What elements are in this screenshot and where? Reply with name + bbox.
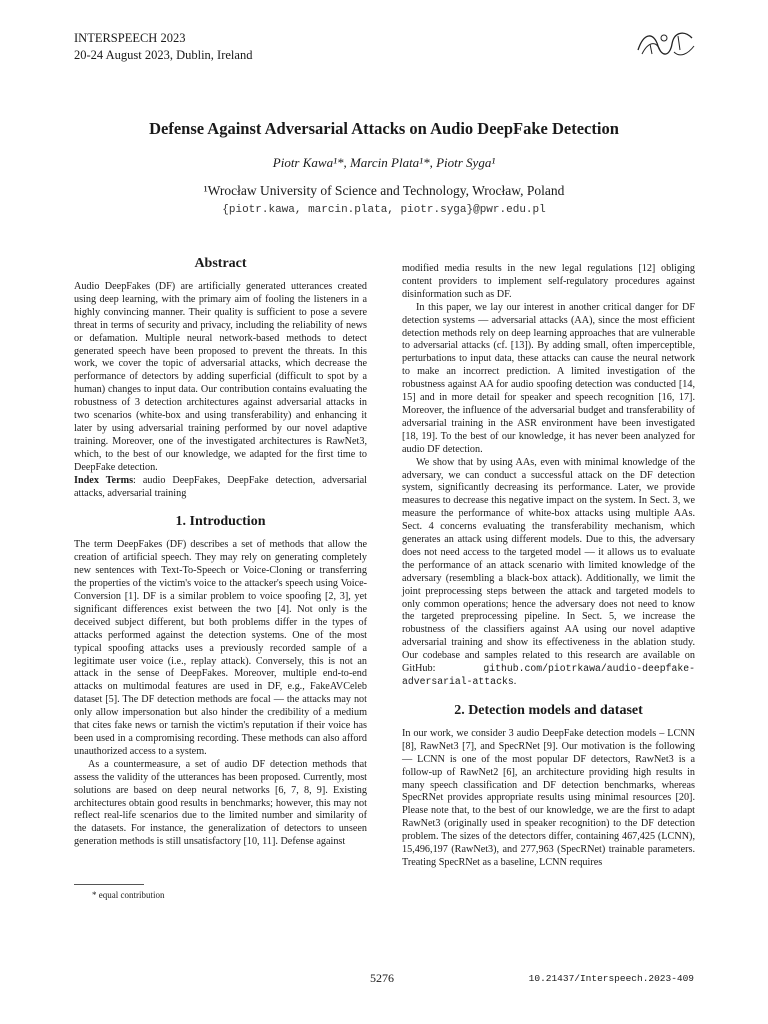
intro-paragraph-4: In this paper, we lay our interest in another critical danger for DF detection systems — adversarial attacks (AA), since the most efficient detection methods rely on deep learning approaches that are vulnerable to adversarial attacks (cf. [13]). By adding small, often imperceptible, perturbations to input data, these attacks can cause the neural network to make an incorrect prediction. A limited investigation of the robustness against AA for audio spoofing detection was conducted [14, 15] and in more detail for speaker and speech recognition [16, 17]. Moreover, the influence of the adversarial budget and transferability of adversarial training in the ASR environment have been investigated [18, 19]. To the best of our knowledge, it has never been analyzed for audio DF detection. xyxy=(402,301,695,455)
introduction-heading: 1. Introduction xyxy=(175,514,266,530)
right-column xyxy=(402,263,695,870)
index-terms-text: : audio DeepFakes, DeepFake detection, adversarial attacks, adversarial training xyxy=(74,474,367,499)
github-period: . xyxy=(513,676,517,687)
page-number: 5276 xyxy=(370,971,394,985)
conference-header xyxy=(74,30,252,64)
footnote-rule xyxy=(74,884,144,885)
conference-name: INTERSPEECH 2023 xyxy=(74,31,186,45)
intro-paragraph-5 xyxy=(402,457,695,689)
author-emails: {piotr.kawa, marcin.plata, piotr.syga}@pwr.edu.pl xyxy=(222,204,546,216)
section-2-paragraph-1: In our work, we consider 3 audio DeepFake detection models – LCNN [8], RawNet3 [7], and SpecRNet [9]. Our motivation is the following — LCNN is one of the most popular DF detectors, RawNet3 is a follow-up of RawNet2 [6], an architecture providing high results in many speech classification and DF detection benchmarks, whereas SpecRNet provides appropriate results using minimal resources [20]. Please note that, to the best of our knowledge, we are the first to adapt RawNet3 (originally used in speaker recognition) to the DF detection problem. The sizes of the detectors differ, containing 467,425 (LCNN), 15,496,197 (RawNet3), and 277,963 (SpecRNet) trainable parameters. Treating SpecRNet as a baseline, LCNN requires xyxy=(402,727,695,868)
section-2-heading: 2. Detection models and dataset xyxy=(454,702,643,718)
conference-dates: 20-24 August 2023, Dublin, Ireland xyxy=(74,48,253,62)
doi[interactable]: 10.21437/Interspeech.2023-409 xyxy=(528,973,694,984)
intro-paragraph-1: The term DeepFakes (DF) describes a set of methods that allow the creation of artificial speech. They may rely on generating completely new sentences with Text-To-Speech or Voice-Cloning or transferring the properties of the victim's voice to the attacker's speech using Voice-Conversion [1]. DF is a similar problem to voice spoofing [2, 3], yet significant differences exist between the two [4]. Not only is the deceived subject different, but both problems differ in the types of attacks performed against the detection systems. One of the most typical spoofing attacks uses a previously recorded sample of a legitimate user voice (i.e., replay attack). Conversely, this is not an attack in the sense of DeepFakes. Moreover, multiple end-to-end attacks on multimodal features are used in DF, e.g., FakeAVCeleb dataset [5]. The DF detection methods are focal — the attacks may not only allow impersonation but also hinder the credibility of a medium that cites fake news or tarnish the victim's reputation if their voice has been used in a compromising recording. These methods can also afford unauthorized access to a system. xyxy=(74,539,367,757)
intro-paragraph-5-text: We show that by using AAs, even with minimal knowledge of the adversary, we can conduct a successful attack on the DF detection system, significantly decreasing its performance. Later, we provide measures to decrease this negative impact on the system. In Sect. 3, we measure the performance of white-box attacks using multiple AAs. Sect. 4 concerns evaluating the transferability mechanism, which generates an attack using different models. Due to this, the adversary does not need access to the targeted model — it allows us to evaluate the performance of an attack scenario with limited knowledge of the adversary (resembling a black-box attack). Additionally, we limit the joint preprocessing steps between the attack and targeted models to only common operations; hence the adversary does not need to know the targeted preprocessing pipeline. In Sect. 5, we increase the robustness of the classifiers against AA using our novel adaptive adversarial training and show its effectiveness in the ablation study. Our codebase and samples related to this research are available on GitHub: xyxy=(402,456,695,675)
intro-paragraph-3: modified media results in the new legal regulations [12] obliging content providers to implement self-regulatory procedures against disinformation such as DF. xyxy=(402,263,695,300)
index-terms-label: Index Terms xyxy=(74,474,134,486)
left-column xyxy=(74,256,367,849)
isca-logo xyxy=(634,24,698,64)
affiliation: ¹Wrocław University of Science and Technology, Wrocław, Poland xyxy=(203,183,565,198)
author-list: Piotr Kawa¹*, Marcin Plata¹*, Piotr Syga¹ xyxy=(272,155,496,170)
index-terms xyxy=(74,475,367,501)
intro-paragraph-2: As a countermeasure, a set of audio DF detection methods that assess the validity of the utterances has been proposed. Currently, most solutions are based on deep neural networks [6, 7, 8, 9]. Existing architectures obtain good results in benchmarks; however, this may not reflect real-life scenarios due to the limited number and similarity of the datasets. For instance, the generalization of detectors to unseen generation methods is still unsatisfactory [10, 11]. Defense against xyxy=(74,758,367,848)
github-link[interactable]: github.com/piotrkawa/audio-deepfake-adversarial-attacks xyxy=(402,663,695,687)
abstract-text: Audio DeepFakes (DF) are artificially generated utterances created using deep learning, with the primary aim of fooling the listeners in a highly convincing manner. Their quality is sufficient to pose a severe threat in terms of security and privacy, including the reliability of news or defamation. Multiple neural network-based methods to detect generated speech have been proposed to prevent the threats. In this work, we cover the topic of adversarial attacks, which decrease the performance of detectors by adding superficial (difficult to spot by a human) changes to input data. Our contribution contains evaluating the robustness of 3 detection architectures against adversarial attacks in two scenarios (white-box and using transferability) and enhancing it later by using adversarial training performed by our novel adaptive training. Moreover, one of the investigated architectures is RawNet3, which, to the best of our knowledge, we adapted for the first time to DeepFake detection. xyxy=(74,281,367,473)
paper-title: Defense Against Adversarial Attacks on Audio DeepFake Detection xyxy=(149,119,619,138)
abstract-heading: Abstract xyxy=(194,256,247,271)
footnote: * equal contribution xyxy=(92,890,165,900)
